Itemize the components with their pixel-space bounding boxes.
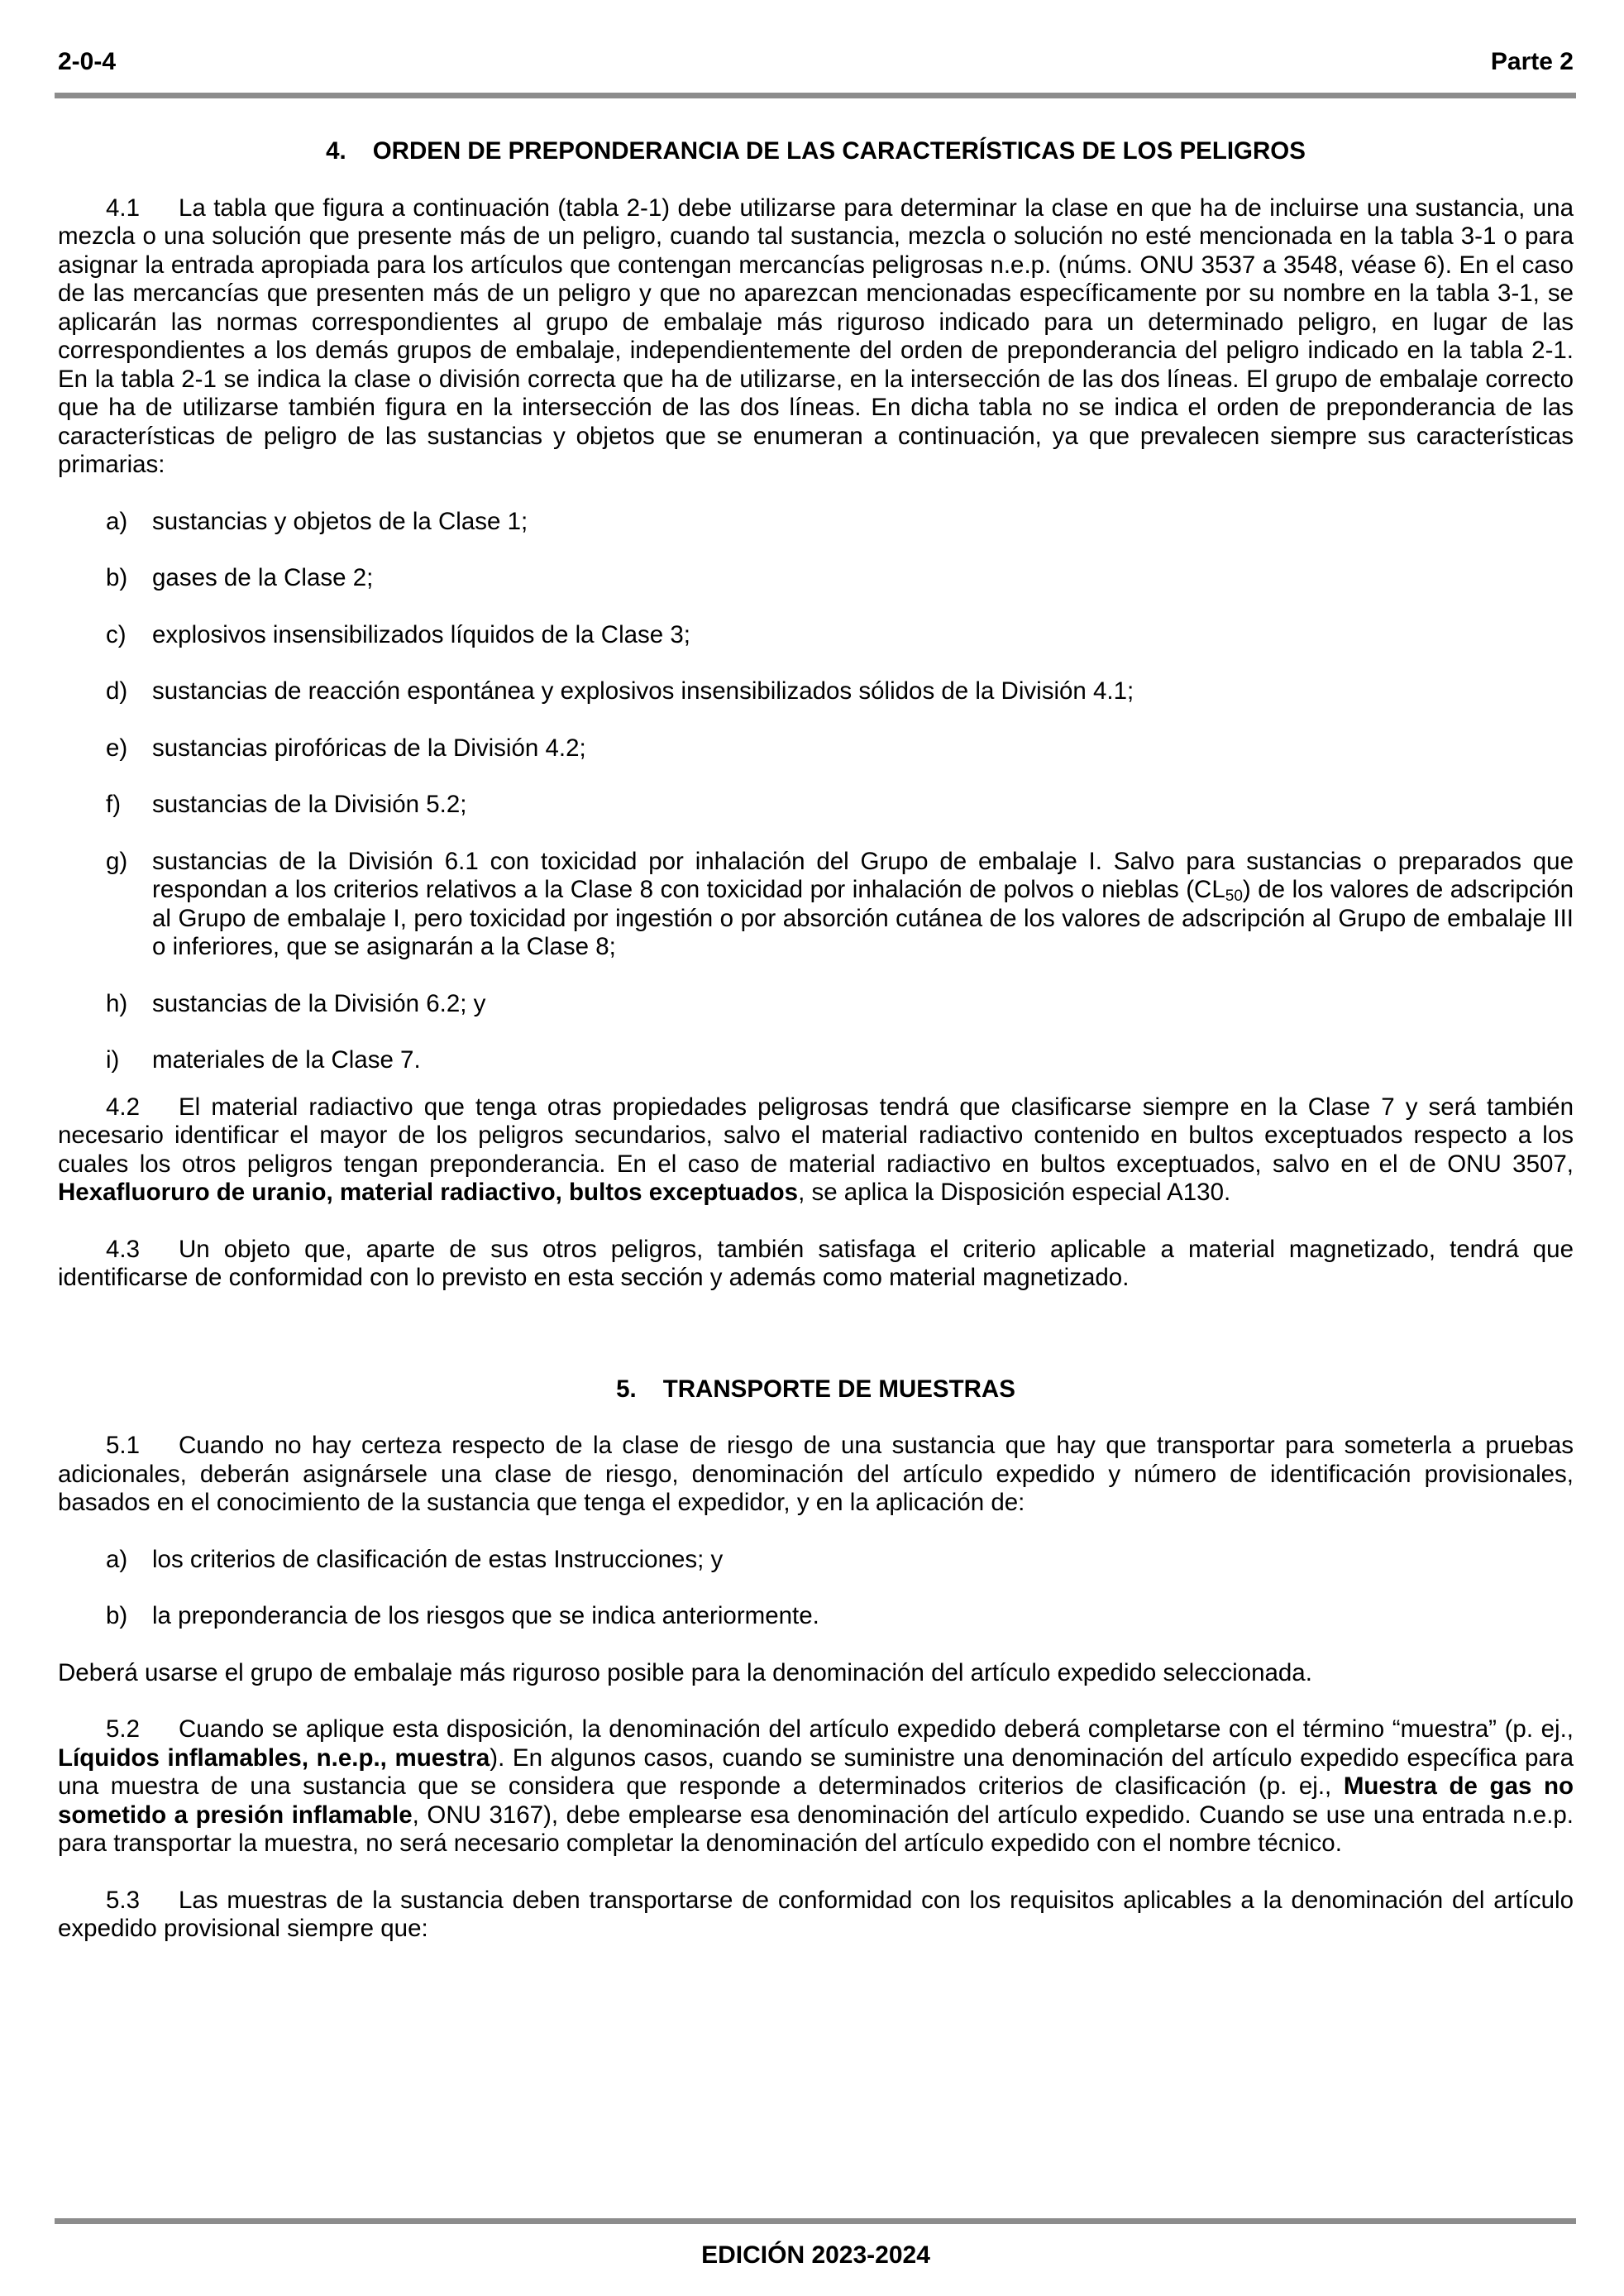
paragraph-4-3: 4.3 Un objeto que, aparte de sus otros peligros, también satisfaga el criterio aplicable a material magnetizado, tendrá que identificarse de conformidad con lo previsto en esta sección y además como material magnetizado.	[58, 1235, 1574, 1291]
bold-entry-name: Líquidos inflamables, n.e.p., muestra	[58, 1744, 490, 1772]
list-item: c) explosivos insensibilizados líquidos de la Clase 3;	[106, 620, 691, 648]
paragraph-number: 5.2	[106, 1715, 141, 1743]
section-title: TRANSPORTE DE MUESTRAS	[662, 1375, 1015, 1403]
page-content	[58, 137, 1574, 1944]
page-number: 2-0-4	[58, 48, 117, 75]
list-item: h) sustancias de la División 6.2; y	[106, 989, 486, 1017]
paragraph-number: 5.3	[106, 1886, 141, 1914]
list-item: a) sustancias y objetos de la Clase 1;	[106, 507, 528, 535]
list-item: b) la preponderancia de los riesgos que se indica anteriormente.	[106, 1602, 819, 1629]
criteria-list	[58, 1546, 1574, 1631]
hazard-list	[58, 508, 1574, 1075]
list-item: b) gases de la Clase 2;	[106, 564, 374, 591]
section-number: 5.	[616, 1375, 637, 1403]
paragraph-5-2: 5.2 Cuando se aplique esta disposición, la denominación del artículo expedido deberá completarse con el término “muestra” (p. ej., Líquidos inflamables, n.e.p., muestra). En algunos casos, cuando se suministre una denominación del artículo expedido específica para una muestra de una sustancia que se considera que responde a determinados criterios de clasificación (p. ej., Muestra de gas no sometido a presión inflamable, ONU 3167), debe emplearse esa denominación del artículo expedido. Cuando se use una entrada n.e.p. para transportar la muestra, no será necesario completar la denominación del artículo expedido con el nombre técnico.	[58, 1715, 1574, 1857]
section-number: 4.	[326, 137, 346, 165]
paragraph-text: La tabla que figura a continuación (tabla 2-1) debe utilizarse para determinar la clase en que ha de incluirse una sustancia, una mezcla o una solución que presente más de un peligro, cuando tal sustancia, mezcla o solución no esté mencionada en la tabla 3-1 o para asignar la entrada apropiada para los artículos que contengan mercancías peligrosas n.e.p. (núms. ONU 3537 a 3548, véase 6). En el caso de las mercancías que presenten más de un peligro y que no aparezcan mencionadas específicamente por su nombre en la tabla 3-1, se aplicarán las normas correspondientes al grupo de embalaje más riguroso indicado para un determinado peligro, en lugar de las correspondientes a los demás grupos de embalaje, independientemente del orden de preponderancia del peligro indicado en la tabla 2-1. En la tabla 2-1 se indica la clase o división correcta que ha de utilizarse, en la intersección de las dos líneas. El grupo de embalaje correcto que ha de utilizarse también figura en la intersección de las dos líneas. En dicha tabla no se indica el orden de preponderancia de las características de peligro de las sustancias y objetos que se enumeran a continuación, ya que prevalecen siempre sus características primarias:	[58, 194, 1574, 478]
footer-rule	[55, 2218, 1576, 2224]
paragraph-4-2: 4.2 El material radiactivo que tenga otras propiedades peligrosas tendrá que clasificarse siempre en la Clase 7 y será también necesario identificar el mayor de los peligros secundarios, salvo el material radiactivo contenido en bultos exceptuados respecto a los cuales los otros peligros tengan preponderancia. En el caso de material radiactivo en bultos exceptuados, salvo en el de ONU 3507, Hexafluoruro de uranio, material radiactivo, bultos exceptuados, se aplica la Disposición especial A130.	[58, 1093, 1574, 1206]
list-item: e) sustancias pirofóricas de la División 4.2;	[106, 734, 586, 762]
list-item: d) sustancias de reacción espontánea y explosivos insensibilizados sólidos de la División 4.1;	[106, 677, 1134, 705]
page-header	[58, 48, 1574, 76]
paragraph-4-1	[58, 194, 1574, 480]
section-5-heading	[58, 1375, 1574, 1404]
edition-footer: EDICIÓN 2023-2024	[701, 2241, 930, 2269]
paragraph-5-3: 5.3 Las muestras de la sustancia deben transportarse de conformidad con los requisitos aplicables a la denominación del artículo expedido provisional siempre que:	[58, 1886, 1574, 1942]
section-title: ORDEN DE PREPONDERANCIA DE LAS CARACTERÍSTICAS DE LOS PELIGROS	[372, 137, 1306, 165]
list-item: a) los criterios de clasificación de estas Instrucciones; y	[106, 1545, 724, 1573]
bold-entry-name: Muestra de gas no sometido a presión inflamable	[58, 1772, 1574, 1829]
list-item: i) materiales de la Clase 7.	[106, 1046, 421, 1074]
paragraph-number: 4.2	[106, 1093, 141, 1121]
paragraph-number: 4.3	[106, 1235, 141, 1263]
paragraph-number: 5.1	[106, 1432, 141, 1459]
paragraph-number: 4.1	[106, 194, 141, 222]
list-item: g) sustancias de la División 6.1 con toxicidad por inhalación del Grupo de embalaje I. Salvo para sustancias o preparados que respondan a los criterios relativos a la Clase 8 con toxicidad por inhalación de polvos o nieblas $(CL_{50})$ de los valores de adscripción al Grupo de embalaje I, pero toxicidad por ingestión o por absorción cutánea de los valores de adscripción al Grupo de embalaje III o inferiores, que se asignarán a la Clase 8;	[106, 847, 1574, 960]
document-page	[58, 0, 1574, 2296]
list-item: f) sustancias de la División 5.2;	[106, 791, 467, 818]
header-rule	[55, 93, 1576, 98]
bold-entry-name: Hexafluoruro de uranio, material radiactivo, bultos exceptuados	[58, 1179, 799, 1206]
paragraph-5-1-after: Deberá usarse el grupo de embalaje más riguroso posible para la denominación del artículo expedido seleccionada.	[58, 1658, 1312, 1686]
paragraph-5-1: 5.1 Cuando no hay certeza respecto de la clase de riesgo de una sustancia que hay que transportar para someterla a pruebas adicionales, deberán asignársele una clase de riesgo, denominación del artículo expedido y número de identificación provisionales, basados en el conocimiento de la sustancia que tenga el expedidor, y en la aplicación de:	[58, 1432, 1574, 1516]
section-4-heading	[58, 137, 1574, 166]
part-label: Parte 2	[1490, 48, 1574, 75]
